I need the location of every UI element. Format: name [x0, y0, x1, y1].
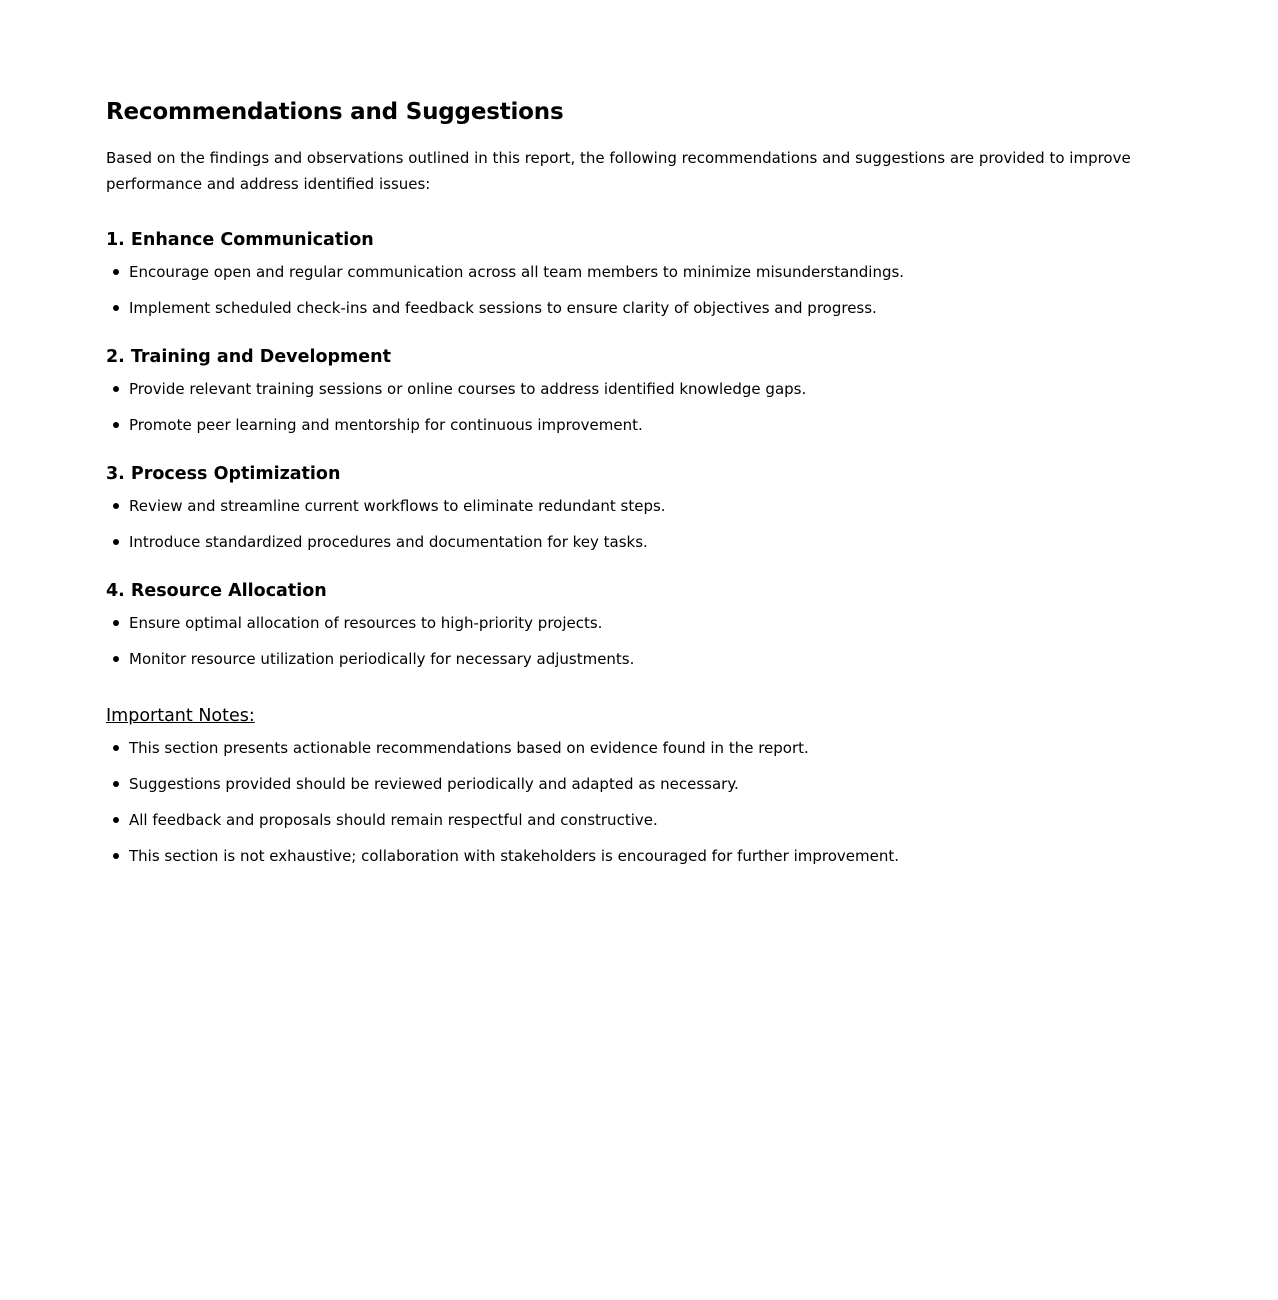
list-item: This section is not exhaustive; collaboration with stakeholders is encouraged for further improvement. — [129, 846, 1172, 866]
list-item: Implement scheduled check-ins and feedback sessions to ensure clarity of objectives and progress. — [129, 298, 1172, 318]
list-item: Introduce standardized procedures and documentation for key tasks. — [129, 532, 1172, 552]
list-item: This section presents actionable recommendations based on evidence found in the report. — [129, 738, 1172, 758]
intro-paragraph: Based on the findings and observations outlined in this report, the following recommendations and suggestions are provided to improve performance and address identified issues: — [106, 149, 1131, 193]
section-list-process — [106, 496, 1172, 552]
notes-list — [106, 738, 1172, 866]
list-item: Review and streamline current workflows to eliminate redundant steps. — [129, 496, 1172, 516]
list-item: Suggestions provided should be reviewed periodically and adapted as necessary. — [129, 774, 1172, 794]
list-item: Encourage open and regular communication across all team members to minimize misunderstandings. — [129, 262, 1172, 282]
list-item: Ensure optimal allocation of resources to high-priority projects. — [129, 613, 1172, 633]
section-heading-resources: 4. Resource Allocation — [106, 581, 327, 601]
page-title: Recommendations and Suggestions — [106, 99, 564, 125]
section-heading-communication: 1. Enhance Communication — [106, 230, 374, 250]
list-item: Provide relevant training sessions or online courses to address identified knowledge gaps. — [129, 379, 1172, 399]
list-item: Monitor resource utilization periodically for necessary adjustments. — [129, 649, 1172, 669]
section-list-resources — [106, 613, 1172, 669]
section-heading-training: 2. Training and Development — [106, 347, 391, 367]
section-heading-process: 3. Process Optimization — [106, 464, 341, 484]
list-item: Promote peer learning and mentorship for continuous improvement. — [129, 415, 1172, 435]
section-list-training — [106, 379, 1172, 435]
list-item: All feedback and proposals should remain respectful and constructive. — [129, 810, 1172, 830]
notes-heading: Important Notes: — [106, 706, 255, 726]
section-list-communication — [106, 262, 1172, 318]
